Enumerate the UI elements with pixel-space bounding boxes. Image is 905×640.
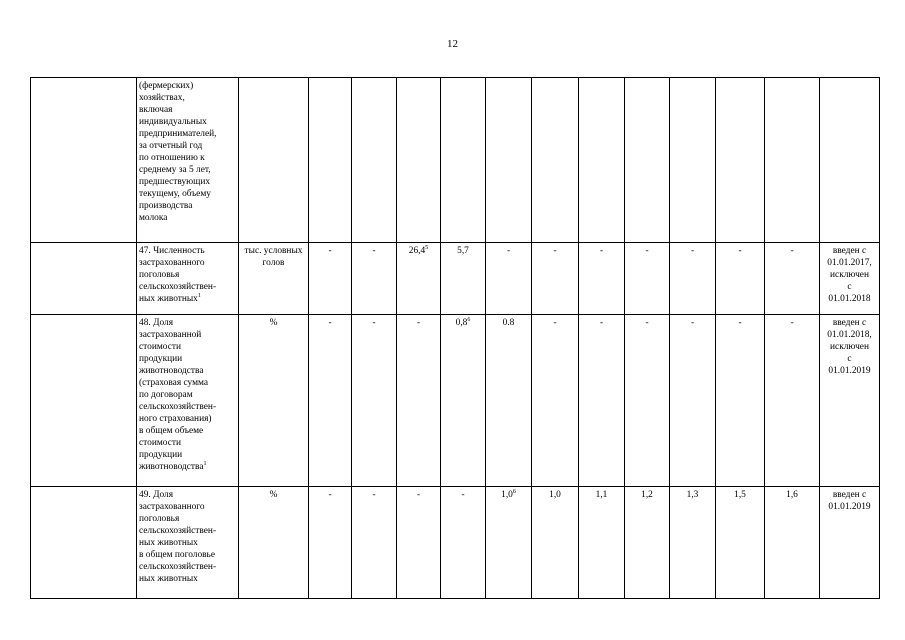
value-cell	[397, 243, 441, 315]
value-cell	[625, 78, 670, 243]
value-text: -	[372, 318, 376, 328]
indicators-table	[30, 77, 880, 599]
value-cell	[532, 243, 579, 315]
value-cell	[532, 487, 579, 599]
value-cell	[352, 487, 397, 599]
table-row	[31, 78, 880, 243]
indicator-name: (фермерских) хозяйствах, включая индивидуальных предпринимателей, за отчетный год по отношению к среднему за 5 лет, предшествующих текущему, объему производства молока	[139, 81, 217, 223]
value-text: 1,6	[786, 490, 798, 500]
value-cell	[532, 78, 579, 243]
indicator-name: 47. Численность застрахованного поголовья сельскохозяйствен- ных животных	[139, 246, 217, 304]
value-text: -	[553, 318, 557, 328]
value-cell	[716, 487, 765, 599]
indicator-name-cell	[137, 315, 239, 487]
value-text: -	[416, 490, 421, 500]
value-text: -	[328, 318, 332, 328]
value-text: 1,2	[641, 490, 653, 500]
unit-cell: %	[239, 315, 309, 487]
value-cell	[716, 315, 765, 487]
value-text: -	[372, 490, 376, 500]
table-row	[31, 487, 880, 599]
value-text: 1,0	[549, 490, 561, 500]
indicator-name-cell	[137, 78, 239, 243]
section-cell	[31, 243, 137, 315]
value-cell	[397, 315, 441, 487]
value-cell	[352, 243, 397, 315]
indicator-name-cell	[137, 243, 239, 315]
value-text: 26,4	[408, 246, 426, 256]
value-text: -	[416, 318, 421, 328]
value-cell	[486, 315, 532, 487]
note-cell	[820, 78, 880, 243]
page-number: 12	[447, 38, 458, 50]
value-cell	[352, 78, 397, 243]
value-cell	[716, 243, 765, 315]
value-text: -	[738, 318, 742, 328]
value-text: -	[690, 318, 695, 328]
table-row	[31, 243, 880, 315]
note-cell: введен с 01.01.2018, исключен с 01.01.2019	[820, 315, 880, 487]
value-cell	[579, 243, 625, 315]
value-cell	[670, 487, 716, 599]
value-cell	[625, 315, 670, 487]
section-cell	[31, 487, 137, 599]
value-cell	[441, 243, 486, 315]
value-text: -	[553, 246, 557, 256]
value-text: -	[645, 318, 649, 328]
section-cell	[31, 78, 137, 243]
value-cell	[309, 78, 352, 243]
value-text: 1,1	[595, 490, 608, 500]
value-cell	[441, 315, 486, 487]
value-cell	[625, 243, 670, 315]
table-row	[31, 315, 880, 487]
footnote-mark: 5	[425, 244, 429, 251]
value-cell	[670, 243, 716, 315]
value-text: -	[790, 318, 794, 328]
value-text: -	[738, 246, 742, 256]
value-cell	[352, 315, 397, 487]
value-cell	[397, 78, 441, 243]
value-cell	[441, 487, 486, 599]
unit-cell: %	[239, 487, 309, 599]
value-text: -	[645, 246, 649, 256]
value-text: 1,5	[734, 490, 746, 500]
value-cell	[532, 315, 579, 487]
indicator-name: 48. Доля застрахованной стоимости продукции животноводства (страховая сумма по договорам сельскохозяйствен- ного страхования) в общем объеме стоимости продукции животноводства	[139, 318, 217, 472]
value-cell	[441, 78, 486, 243]
value-cell	[397, 487, 441, 599]
value-cell	[765, 243, 820, 315]
section-cell	[31, 315, 137, 487]
value-cell	[765, 78, 820, 243]
value-text: -	[599, 318, 604, 328]
unit-cell	[239, 78, 309, 243]
value-text: -	[790, 246, 794, 256]
value-cell	[309, 315, 352, 487]
value-text: 0.8	[502, 318, 515, 328]
footnote-mark: 6	[467, 316, 471, 323]
value-cell	[579, 315, 625, 487]
value-text: -	[461, 490, 465, 500]
note-cell: введен с 01.01.2017, исключен с 01.01.2018	[820, 243, 880, 315]
value-cell	[625, 487, 670, 599]
value-cell	[670, 315, 716, 487]
value-text: -	[328, 246, 332, 256]
value-text: 0,8	[455, 318, 468, 328]
value-cell	[486, 487, 532, 599]
value-cell	[309, 487, 352, 599]
footnote-mark: 1	[197, 292, 201, 299]
value-text: -	[506, 246, 511, 256]
value-cell	[716, 78, 765, 243]
value-cell	[309, 243, 352, 315]
value-text: -	[599, 246, 604, 256]
value-cell	[486, 78, 532, 243]
value-text: -	[372, 246, 376, 256]
footnote-mark: 6	[512, 488, 516, 495]
unit-cell: тыс. условных голов	[239, 243, 309, 315]
value-text: -	[328, 490, 332, 500]
footnote-mark: 1	[203, 460, 207, 467]
value-cell	[486, 243, 532, 315]
value-text: 1,0	[501, 490, 513, 500]
value-text: -	[690, 246, 695, 256]
indicator-name: 49. Доля застрахованного поголовья сельскохозяйствен- ных животных в общем поголовье сельскохозяйствен- ных животных	[139, 490, 217, 584]
value-text: 5,7	[457, 246, 469, 256]
value-cell	[579, 487, 625, 599]
value-cell	[765, 487, 820, 599]
value-cell	[765, 315, 820, 487]
indicator-name-cell	[137, 487, 239, 599]
note-cell: введен с 01.01.2019	[820, 487, 880, 599]
value-cell	[670, 78, 716, 243]
value-cell	[579, 78, 625, 243]
value-text: 1,3	[686, 490, 699, 500]
